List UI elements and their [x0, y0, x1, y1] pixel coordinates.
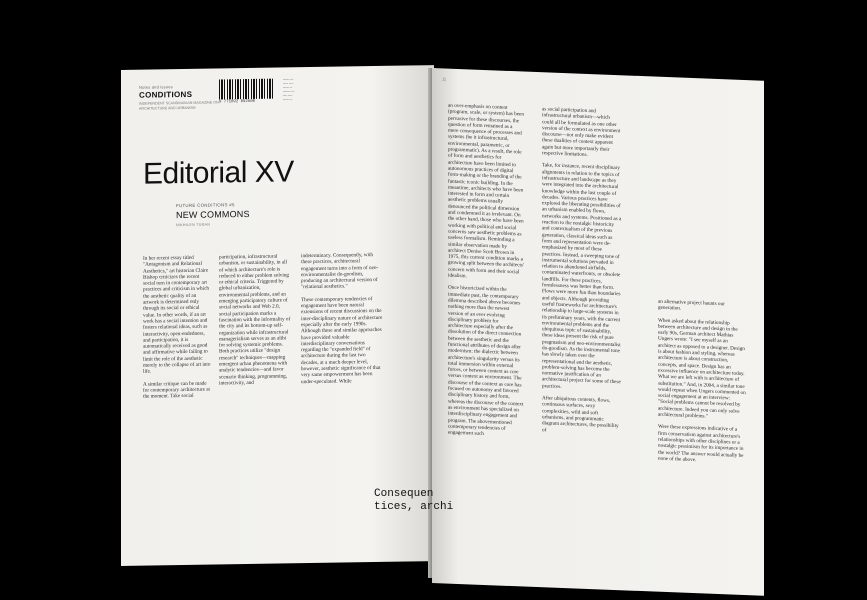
paragraph: Once historicized within the immediate past, the contemporary dilemma described above becomes nothing more than the newest version of an ever evolving disciplinary problem for architecture especially after the dissolution of the direct connection between the aesthetic and the functional attributes of design after modernism: the dialectic between architecture's singularity versus its total immersion within external forces, or between context as core versus context as environment. The discourse of the context as core has focused on autonomy and favored disciplinary history and form, whereas the discourse of the context as environment has specialized on interdisciplinary engagement and program. The abovementioned contemporary tendencies of engagement such	[448, 284, 524, 438]
barcode-icon	[219, 79, 275, 100]
paragraph: as social participation and infrastructural urbanism—which could all be formulated as one other version of the context as environment discourse—not only make evident these dualities of context apparent again but more importantly their respective limitations.	[542, 106, 621, 159]
paragraph: Take, for instance, recent disciplinary alignments in relation to the topics of infrastructure and landscape as they were integrated into the architectural knowledge within the last couple of decades. Various practices have explored the liberating possibilities of an urbanism enabled by flows, networks and systems. Positioned as a reaction to the nostalgic historicity and contextualism of the previous generation, classical ideas such as form and representation were de-emphasized by most of these practices. Instead, a sweeping tone of instrumental solutions pervaded in relation to abandoned airfields, contaminated waterfronts, or obsolete landfills. For these practices, formlessness was better than form. Flows were more fun than boundaries and objects. Although providing useful frameworks for architecture's relationship to large-scale systems in its preliminary years, with the current environmental problems and the ubiquitous topic of sustainability, these ideas present the risk of pure pragmatism and neo-environmentalist do-goodism. As the instrumental tone has slowly taken over the representational and the aesthetic, problem-solving has become the normative justification of an architectural project for some of these practices.	[542, 162, 622, 390]
series-label: FUTURE CONDITIONS #5	[176, 202, 235, 209]
overlay-pullquote	[374, 488, 453, 514]
left-column-2	[219, 253, 291, 392]
barcode-number: 9 771892 892500	[219, 99, 256, 105]
author-name: NIKHILEN TURAN	[176, 222, 211, 228]
paragraph: These contemporary tendencies of engagement have been natural extensions of recent discussions on the inter-disciplinary nature of architecture especially after the early 1990s. Although these and similar approaches have provided valuable interdisciplinary conversations regarding the "expanded field" of architecture during the last two decades, at a much deeper level, however, aesthetic significance of that very same empowerment has been under-speculated. While	[301, 295, 383, 385]
magazine-tagline: INDEPENDENT SCANDINAVIAN MAGAZINE ON ARCHITECTURE AND URBANISM	[139, 100, 219, 111]
paragraph: A similar critique can be made for contemporary architecture at the moment. Take social	[143, 380, 210, 400]
left-column-3	[301, 252, 383, 391]
overlay-line-2: tices, archi	[374, 501, 454, 513]
paragraph: an over-emphasis on content (program, scale, or system) has been pervasive for these discourses, the question of form remained as a mere consequence of processes and systems (be it infrastructural, environmental, parametric, or programmatic). As a result, the role of form and aesthetics for architecture have been limited to autonomous practices of digital form-making or the branding of the fantastic iconic building. In the meantime, architects who have been interested in form and certain aesthetic problems usually denounced the political dimension and condemned it as irrelevant. On the other hand, those who have been working with political and social concerns saw aesthetic problems as useless formalism. Reminding a similar observation made by architect Denise Scott Brown in 1975, this current condition marks a growing split between the architects' concern with form and their social idealism.	[448, 102, 524, 280]
paragraph: When asked about the relationship between architecture and design in the early 90s, German architect Mathias Ungers wrote: "I see myself as an architect as opposed to a designer. Design is about fashion and styling, whereas architecture is about construction, concepts, and space. Design has an excessive influence on architecture today. What we are left with is architecture of substitution." And, in 2004, a similar tone would repeat when Ungers commented on social engagement at an interview: "Social problems cannot be resolved by architecture. Indeed you can only solve architectural problems."	[658, 317, 746, 420]
right-column-2	[542, 106, 622, 442]
paragraph: participation, infrastructural urbanism, or sustainability, in all of which architecture's role is reduced to either problem solving or ethical criteria. Triggered by global urbanization, environmental problems, and an emerging participatory culture of social networks and Web 2.0, social participation marks a fascination with the informality of the city and its bottom-up self-organization while infrastructural managerialism serves as an alibi for solving systemic problems. Both practices utilize "design research" techniques—mapping emergent urban phenomena with analytic tendencies—and favor scenario thinking, programming, interactivity, and	[219, 253, 291, 387]
editorial-title: Editorial XV	[143, 155, 294, 191]
left-column-1	[143, 255, 211, 407]
paragraph: Were these expressions indicative of a firm conservatism against architecture's relationships with other disciplines or a nostalgic pessimism for its importance in the world? The answer would actually be none of the above.	[658, 424, 744, 463]
issue-label: Notes and issues	[139, 84, 173, 90]
right-column-1	[448, 103, 524, 445]
overlay-line-1: Consequen	[374, 488, 434, 500]
paragraph: After ubiquitous contents, flows, continuous surfaces, sexy complexities, wild and soft urbanisms, and programmatic diagram architectures, the possibility of	[542, 395, 619, 433]
paragraph: In her recent essay titled "Antagonism and Relational Aesthetics," art historian Claire Bishop criticizes the recent social turn in contemporary art practices and criticism in which the aesthetic quality of an artwork is determined only through its social or ethical value. In other words, if an art work has a social intention and fosters relational ideas, such as interactivity, open-endedness, and participation, it is automatically received as good and affirmative while failing to limit the role of the aesthetic merely to the collapse of art into life.	[143, 254, 211, 375]
imprint-block: ▪▪▪▪▪▪ ▪▪▪ ▪▪▪▪▪ ▪▪▪▪ ▪▪▪▪▪▪ ▪▪ ▪▪▪▪▪▪▪ ▪▪▪ ▪▪▪▪ ▪▪▪▪ ▪▪▪▪▪▪ ▪▪	[283, 77, 295, 102]
editorial-subtitle: NEW COMMONS	[176, 208, 250, 221]
page-number: 11	[442, 76, 447, 82]
right-column-3	[658, 299, 746, 472]
right-page	[432, 68, 764, 596]
magazine-logo: CONDITIONS	[139, 89, 193, 100]
paragraph: an alternative project haunts our generation.	[658, 298, 725, 312]
paragraph: indeterminacy. Consequently, with these practices, architectural engagement turns into a form of neo-environmentalist do-goodism, producing an architectural version of "relational aesthetics."	[301, 252, 379, 291]
